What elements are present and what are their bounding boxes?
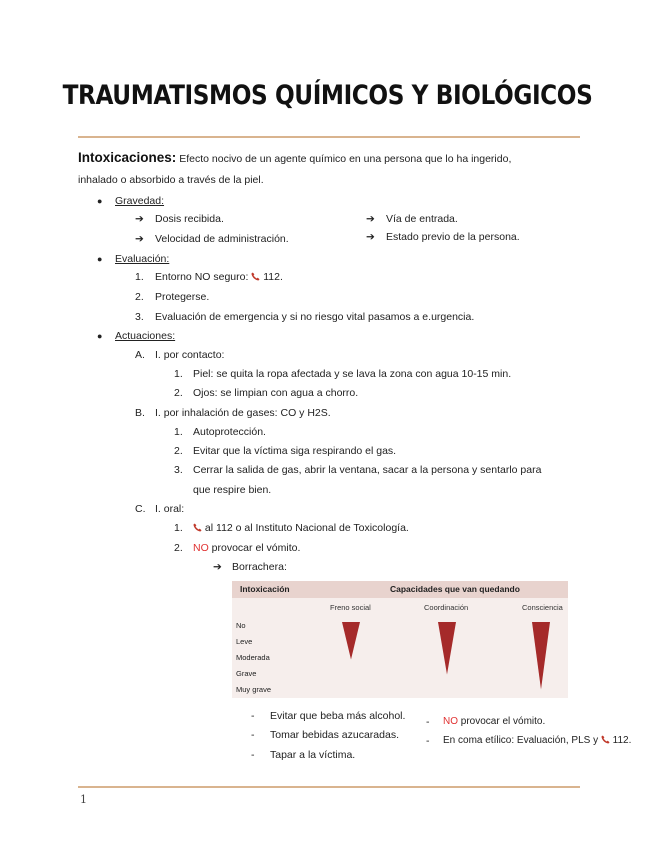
list-item xyxy=(443,734,631,748)
list-item: I. por inhalación de gases: CO y H2S. xyxy=(155,407,331,419)
wedge-freno-social xyxy=(342,622,360,660)
gravedad-item: Velocidad de administración. xyxy=(155,233,289,245)
list-number: 1. xyxy=(135,271,144,283)
level-label: Grave xyxy=(236,669,257,678)
list-number: 2. xyxy=(174,387,183,399)
list-letter: B. xyxy=(135,407,145,419)
bullet-icon: ● xyxy=(97,196,103,206)
phone-icon xyxy=(193,523,202,532)
list-item xyxy=(193,541,300,555)
list-item xyxy=(443,715,545,729)
list-number: 2. xyxy=(174,445,183,457)
table-header-intoxicacion: Intoxicación xyxy=(240,584,290,594)
warning-no: NO xyxy=(193,542,209,554)
wedge-coordinacion xyxy=(438,622,456,675)
subcol-freno-social: Freno social xyxy=(330,603,371,612)
list-letter: C. xyxy=(135,503,146,515)
list-number: 1. xyxy=(174,368,183,380)
gravedad-item: Vía de entrada. xyxy=(386,213,458,225)
warning-no: NO xyxy=(443,716,458,727)
phone-icon xyxy=(251,272,260,281)
list-item: Cerrar la salida de gas, abrir la ventana, sacar a la persona y sentarlo para xyxy=(193,464,542,476)
list-item xyxy=(155,270,283,284)
list-number: 3. xyxy=(135,311,144,323)
borrachera-label: Borrachera: xyxy=(232,561,287,573)
list-number: 1. xyxy=(174,522,183,534)
list-number: 2. xyxy=(135,291,144,303)
list-item: Evitar que la víctima siga respirando el gas. xyxy=(193,445,397,457)
bullet-icon: ● xyxy=(97,254,103,264)
list-item: Tapar a la víctima. xyxy=(270,749,356,761)
list-item: Autoprotección. xyxy=(193,426,266,438)
list-number: 1. xyxy=(174,426,183,438)
list-item xyxy=(193,521,409,535)
intro-text-1: Efecto nocivo de un agente químico en una persona que lo ha ingerido, xyxy=(179,153,512,165)
evaluacion-label: Evaluación: xyxy=(115,253,170,265)
gravedad-label: Gravedad: xyxy=(115,195,165,207)
top-divider xyxy=(78,136,580,138)
list-suffix: 112. xyxy=(612,735,632,746)
bottom-divider xyxy=(78,786,580,788)
page-number: 1 xyxy=(80,793,87,806)
actuaciones-label: Actuaciones: xyxy=(115,330,176,342)
list-suffix: 112. xyxy=(263,271,283,283)
arrow-icon: ➔ xyxy=(213,561,222,573)
arrow-icon: ➔ xyxy=(366,213,375,225)
list-item: Protegerse. xyxy=(155,291,210,303)
arrow-icon: ➔ xyxy=(135,213,144,225)
capacity-wedges xyxy=(232,581,568,698)
level-label: Muy grave xyxy=(236,685,272,694)
level-label: No xyxy=(236,621,246,630)
dash-icon: - xyxy=(426,735,430,747)
list-text: provocar el vómito. xyxy=(460,716,546,727)
list-text: provocar el vómito. xyxy=(211,542,301,554)
dash-icon: - xyxy=(251,710,255,722)
intro-heading: Intoxicaciones: xyxy=(78,150,177,165)
list-text: En coma etílico: Evaluación, PLS y xyxy=(443,735,599,746)
list-item: Evaluación de emergencia y si no riesgo vital pasamos a e.urgencia. xyxy=(155,311,475,323)
intoxication-table xyxy=(232,581,568,698)
arrow-icon: ➔ xyxy=(366,231,375,243)
list-item: Evitar que beba más alcohol. xyxy=(270,710,406,722)
intro-line-1 xyxy=(78,151,511,166)
phone-icon xyxy=(601,735,610,744)
level-label: Leve xyxy=(236,637,253,646)
list-item: I. oral: xyxy=(155,503,185,515)
wedge-consciencia xyxy=(532,622,550,690)
list-item: I. por contacto: xyxy=(155,349,225,361)
list-number: 3. xyxy=(174,464,183,476)
list-item: Piel: se quita la ropa afectada y se lava la zona con agua 10-15 min. xyxy=(193,368,512,380)
list-text: Entorno NO seguro: xyxy=(155,271,249,283)
page-title: TRAUMATISMOS QUÍMICOS Y BIOLÓGICOS xyxy=(62,80,593,111)
level-label: Moderada xyxy=(236,653,270,662)
list-text: al 112 o al Instituto Nacional de Toxicología. xyxy=(204,522,409,534)
subcol-consciencia: Consciencia xyxy=(522,603,563,612)
arrow-icon: ➔ xyxy=(135,233,144,245)
list-item-continuation: que respire bien. xyxy=(193,484,272,496)
gravedad-item: Estado previo de la persona. xyxy=(386,231,520,243)
list-item: Tomar bebidas azucaradas. xyxy=(270,729,399,741)
dash-icon: - xyxy=(426,716,430,728)
intro-text-2: inhalado o absorbido a través de la piel. xyxy=(78,174,264,186)
gravedad-item: Dosis recibida. xyxy=(155,213,224,225)
bullet-icon: ● xyxy=(97,331,103,341)
list-number: 2. xyxy=(174,542,183,554)
list-item: Ojos: se limpian con agua a chorro. xyxy=(193,387,359,399)
subcol-coordinacion: Coordinación xyxy=(424,603,469,612)
list-letter: A. xyxy=(135,349,145,361)
dash-icon: - xyxy=(251,749,255,761)
dash-icon: - xyxy=(251,729,255,741)
table-header-capacidades: Capacidades que van quedando xyxy=(390,584,520,594)
